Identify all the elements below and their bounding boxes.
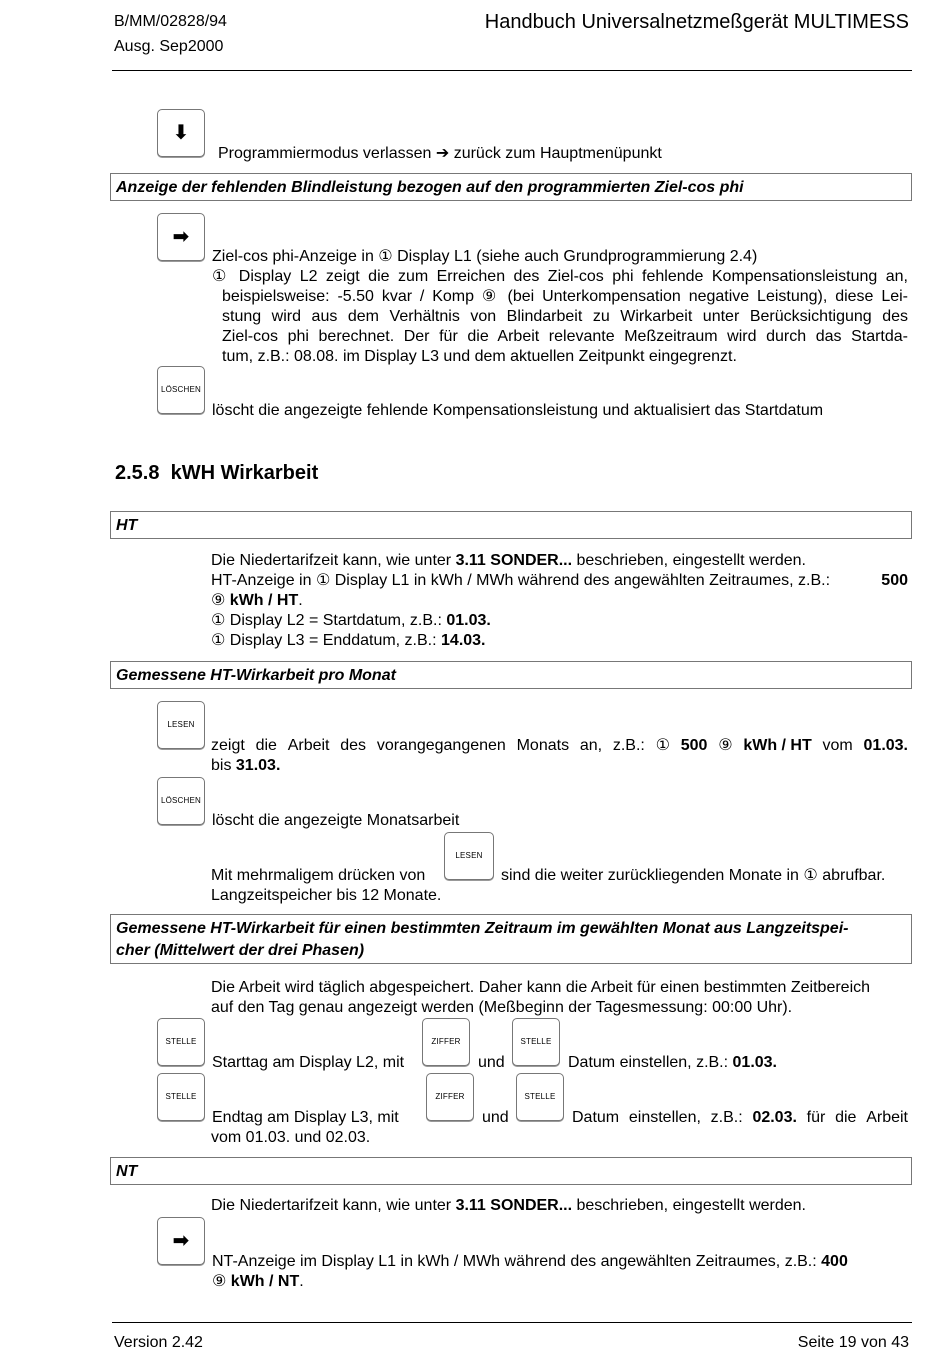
bar-label: HT bbox=[116, 517, 138, 534]
footer-page-number: Seite 19 von 43 bbox=[797, 1334, 909, 1351]
lesen-key-inline bbox=[444, 832, 494, 880]
section-bar-ht bbox=[110, 511, 912, 539]
key-label: ZIFFER bbox=[435, 1092, 465, 1101]
stelle-key-end bbox=[157, 1073, 205, 1121]
section-title: kWH Wirkarbeit bbox=[170, 462, 319, 484]
key-label: LESEN bbox=[167, 720, 195, 729]
blind-line-5: Ziel-cos phi berechnet. Der für die Arbeit relevante Meßzeitraum wird durch das Startda- bbox=[222, 328, 908, 345]
range-line-2: auf den Tag genau angezeigt werden (Meßbeginn der Tagesmessung: 00:00 Uhr). bbox=[211, 999, 793, 1016]
month-clear-text: löscht die angezeigte Monatsarbeit bbox=[212, 812, 460, 829]
key-label: STELLE bbox=[165, 1037, 197, 1046]
month-multi-text-a: Mit mehrmaligem drücken von bbox=[211, 867, 426, 884]
section-number: 2.5.8 bbox=[115, 462, 160, 484]
bar-label: NT bbox=[116, 1163, 138, 1180]
key-label: LÖSCHEN bbox=[160, 385, 202, 394]
section-bar-month bbox=[110, 661, 912, 689]
range-end-text-c: Datum einstellen, z.B.: 02.03. für die Arbeit bbox=[572, 1109, 908, 1126]
lesen-key bbox=[157, 701, 205, 749]
blind-clear-text: löscht die angezeigte fehlende Kompensationsleistung und aktualisiert das Startdatum bbox=[212, 402, 824, 419]
ht-line-1: Die Niedertarifzeit kann, wie unter 3.11 SONDER... beschrieben, eingestellt werden. bbox=[211, 552, 806, 569]
bar-label: Gemessene HT-Wirkarbeit pro Monat bbox=[116, 667, 396, 684]
blind-line-2: ① Display L2 zeigt die zum Erreichen des Ziel-cos phi fehlende Kompensationsleistung an, bbox=[212, 268, 908, 285]
ht-line-4: ① Display L2 = Startdatum, z.B.: 01.03. bbox=[211, 612, 491, 629]
nt-line-1: Die Niedertarifzeit kann, wie unter 3.11 SONDER... beschrieben, eingestellt werden. bbox=[211, 1197, 806, 1214]
doc-id: B/MM/02828/94 bbox=[114, 13, 227, 30]
key-label: LÖSCHEN bbox=[160, 796, 202, 805]
blind-line-1: Ziel-cos phi-Anzeige in ① Display L1 (siehe auch Grundprogrammierung 2.4) bbox=[212, 248, 758, 265]
blind-line-4: stung wird aus dem Verhältnis von Blindarbeit zu Wirkarbeit unter Berücksichtigung des bbox=[222, 308, 908, 325]
stelle-key-start bbox=[157, 1018, 205, 1066]
footer-rule bbox=[112, 1322, 912, 1323]
section-bar-range bbox=[110, 914, 912, 964]
nt-line-2: NT-Anzeige im Display L1 in kWh / MWh während des angewählten Zeitraumes, z.B.: 400 bbox=[212, 1253, 848, 1270]
ziffer-key-end bbox=[426, 1073, 474, 1121]
arrow-right-icon: ➡ bbox=[172, 226, 190, 248]
key-label: STELLE bbox=[524, 1092, 556, 1101]
bar-label: Anzeige der fehlenden Blindleistung bezogen auf den programmierten Ziel-cos phi bbox=[116, 179, 744, 196]
month-read-line-2: bis 31.03. bbox=[211, 757, 281, 774]
ht-line-2: HT-Anzeige in ① Display L1 in kWh / MWh während des angewählten Zeitraumes, z.B.: 500 bbox=[211, 572, 908, 589]
nt-line-3: ⑨ kWh / NT. bbox=[212, 1273, 304, 1290]
month-read-line-1: zeigt die Arbeit des vorangegangenen Monats an, z.B.: ① 500 ⑨ kWh / HT vom 01.03. bbox=[211, 737, 908, 754]
range-start-text-b: und bbox=[478, 1054, 505, 1071]
issue-date: Ausg. Sep2000 bbox=[114, 38, 224, 55]
month-multi-text-c: Langzeitspeicher bis 12 Monate. bbox=[211, 887, 442, 904]
arrow-down-icon: ⬇ bbox=[172, 122, 190, 144]
range-start-text-c: Datum einstellen, z.B.: 01.03. bbox=[568, 1054, 777, 1071]
arrow-right-icon: ➡ bbox=[172, 1230, 190, 1252]
section-heading bbox=[115, 461, 318, 485]
down-arrow-key bbox=[157, 109, 205, 157]
page-header-title: Handbuch Universalnetzmeßgerät MULTIMESS bbox=[484, 11, 909, 33]
range-line-1: Die Arbeit wird täglich abgespeichert. Daher kann die Arbeit für einen bestimmten Zeitbereich bbox=[211, 979, 871, 996]
bar-label-line-2: cher (Mittelwert der drei Phasen) bbox=[116, 942, 365, 959]
loeschen-key bbox=[157, 366, 205, 414]
key-label: STELLE bbox=[520, 1037, 552, 1046]
blind-line-3: beispielsweise: -5.50 kvar / Komp ⑨ (bei Unterkompensation negative Leistung), diese Lei- bbox=[222, 288, 908, 305]
blind-line-6: tum, z.B.: 08.08. im Display L3 und dem aktuellen Zeitpunkt eingegrenzt. bbox=[222, 348, 737, 365]
bar-label-line-1: Gemessene HT-Wirkarbeit für einen bestimmten Zeitraum im gewählten Monat aus Langzeitspei- bbox=[116, 920, 849, 937]
key-label: LESEN bbox=[455, 851, 483, 860]
key-label: STELLE bbox=[165, 1092, 197, 1101]
stelle-key-start-2 bbox=[512, 1018, 560, 1066]
month-multi-text-b: sind die weiter zurückliegenden Monate in ① abrufbar. bbox=[501, 867, 886, 884]
right-arrow-key-nt bbox=[157, 1217, 205, 1265]
right-arrow-key bbox=[157, 213, 205, 261]
key-label: ZIFFER bbox=[431, 1037, 461, 1046]
section-bar-nt bbox=[110, 1157, 912, 1185]
range-end-text-a: Endtag am Display L3, mit bbox=[212, 1109, 399, 1126]
header-rule bbox=[112, 70, 912, 71]
range-start-text-a: Starttag am Display L2, mit bbox=[212, 1054, 405, 1071]
ziffer-key-start bbox=[422, 1018, 470, 1066]
footer-version: Version 2.42 bbox=[114, 1334, 203, 1351]
range-end-text-b: und bbox=[482, 1109, 509, 1126]
ht-line-3: ⑨ kWh / HT. bbox=[211, 592, 303, 609]
ht-line-5: ① Display L3 = Enddatum, z.B.: 14.03. bbox=[211, 632, 486, 649]
range-end-text-d: vom 01.03. und 02.03. bbox=[211, 1129, 371, 1146]
stelle-key-end-2 bbox=[516, 1073, 564, 1121]
section-bar-blindleistung bbox=[110, 173, 912, 201]
exit-text: Programmiermodus verlassen ➔ zurück zum Hauptmenüpunkt bbox=[218, 145, 662, 162]
loeschen-key-month bbox=[157, 777, 205, 825]
